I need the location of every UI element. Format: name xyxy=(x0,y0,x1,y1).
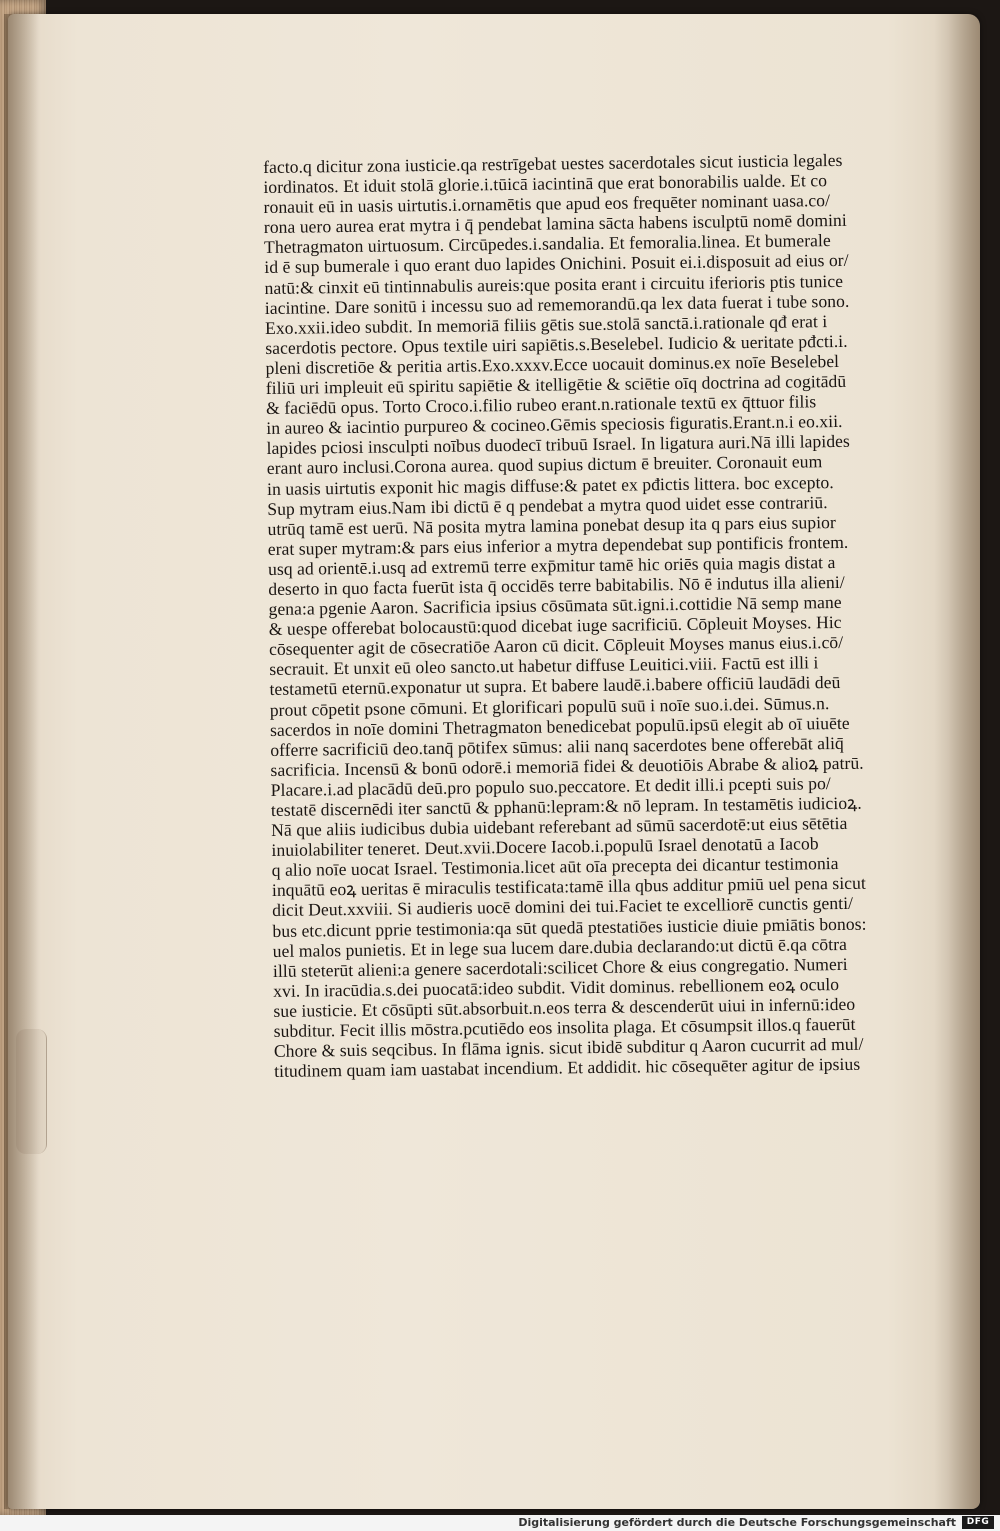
text-line: Sup mytram eius.Nam ibi dictū ē q pendebat a mytra quod uidet esse contrariū. xyxy=(267,491,828,519)
text-line: usq ad orientē.i.usq ad extremū terre exp̄mitur tamē hic oriēs quia magis distat a xyxy=(267,551,836,579)
text-line: gena:a pgenie Aaron. Sacrificia ipsius cōsūmata sūt.igni.i.cottidie Nā semp mane xyxy=(268,592,842,620)
text-line: ronauit eū in uasis uirtutis.i.ornamētis que apud eos frequēter nominant uasa.co/ xyxy=(263,190,831,218)
text-line: inuiolabiliter teneret. Deut.xvii.Docere Iacob.i.populū Israel denotatū a Iacob xyxy=(271,833,819,861)
text-line: Placare.i.ad placādū deū.pro populo suo.peccatore. Et dedit illi.i pcepti suis po/ xyxy=(270,773,831,800)
text-line: id ē sup bumerale i quo erant duo lapides Onichini. Posuit ei.i.disposuit ad eius or/ xyxy=(264,250,849,278)
text-line: & uespe offerebat bolocaustū:quod dicebat iuge sacrificiū. Cōpleuit Moyses. Hic xyxy=(268,612,842,640)
text-line: facto.q dicitur zona iusticie.qa restrīgebat uestes sacerdotales sicut iusticia legales xyxy=(263,149,843,177)
text-line: Thetragmaton uirtuosum. Circūpedes.i.sandalia. Et femoralia.linea. Et bumerale xyxy=(263,230,831,258)
text-line: uel malos punietis. Et in lege sua lucem dare.dubia declarando:ut dictū ē.qa cōtra xyxy=(272,933,848,961)
text-line: prout cōpetit psone cōmuni. Et glorificari populū suū i noīe suo.i.dei. Sūmus.n. xyxy=(269,692,830,720)
text-line: sacerdos in noīe domini Thetragmaton benedicebat populū.ipsū elegit ab oī uiuēte xyxy=(269,712,850,740)
text-line: Nā que aliis iudicibus dubia uidebant referebant ad sūmū sacerdotē:ut eius sētētia xyxy=(271,813,848,841)
text-line: xvi. In iracūdia.s.dei puocatā:ideo subdit. Vidit dominus. rebellionem eoꝝ oculo xyxy=(273,973,840,1001)
text-line: rona uero aurea erat mytra i q̄ pendebat lamina sācta habens isculptū nomē domini xyxy=(263,210,847,238)
text-line: lapides pciosi insculpti noībus duodecī tribuū Israel. In ligatura auri.Nā illi lapides xyxy=(266,431,850,459)
text-line: erant auro inclusi.Corona aurea. quod supius dictum ē breuiter. Coronauit eum xyxy=(266,451,823,479)
text-line: cōsequenter agit de cōsecratiōe Aaron cū dicit. Cōpleuit Moyses manus eius.i.cō/ xyxy=(268,632,844,660)
page-gutter-shadow xyxy=(934,14,980,1509)
text-line: testametū eternū.exponatur ut supra. Et babere laudē.i.babere officiū laudādi deū xyxy=(269,672,841,700)
page-shadow-left xyxy=(4,14,40,1509)
text-line: sue iusticie. Et cōsūpti sūt.absorbuit.n.eos terra & descenderūt uiui in infernū:ideo xyxy=(273,993,856,1021)
text-line: erat super mytram:& pars eius inferior a mytra dependebat sup pontificis frontem. xyxy=(267,531,849,559)
text-line: in uasis uirtutis exponit hic magis diffuse:& patet ex pđictis littera. boc excepto. xyxy=(266,471,834,499)
clip-mark xyxy=(16,1029,47,1154)
text-line: Chore & suis seqcibus. In flāma ignis. sicut ibidē subditur q Aaron cucurrit ad mul/ xyxy=(273,1033,864,1062)
text-line: sacrificia. Incensū & bonū odorē.i memoriā fidei & deuotiōis Abrabe & alioꝝ patrū. xyxy=(270,752,864,780)
text-line: filiū uri impleuit eū spiritu sapiētie & itelligētie & sciētie oīq doctrina ad cogitādū xyxy=(265,370,847,399)
funding-credit: Digitalisierung gefördert durch die Deutsche Forschungsgemeinschaft xyxy=(518,1516,956,1529)
text-line: sacerdotis pectore. Opus textile uiri sapiētis.s.Beselebel. Iudicio & ueritate pđcti.i. xyxy=(265,330,848,358)
text-line: iacintine. Dare sonitū i incessu suo ad rememorandū.qa lex data fuerat i tube sono. xyxy=(264,290,850,318)
text-line: utrūq tamē est uerū. Nā posita mytra lamina ponebat desup ita q pars eius supior xyxy=(267,511,836,539)
text-line: titudinem quam iam uastabat incendium. Et addidit. hic cōsequēter agitur de ipsius xyxy=(274,1053,861,1082)
text-line: inquātū eoꝝ ueritas ē miraculis testificata:tamē illa qbus additur pmiū uel pena sicut xyxy=(271,873,866,901)
text-line: q alio noīe uocat Israel. Testimonia.licet aūt oīa precepta dei dicantur testimonia xyxy=(271,853,839,881)
text-line: subditur. Fecit illis mōstra.pcutiēdo eos insolita plaga. Et cōsumpsit illos.q fauerūt xyxy=(273,1013,856,1041)
text-line: Exo.xxii.ideo subdit. In memoriā filiis gētis sue.stolā sanctā.i.rationale qđ erat i xyxy=(264,310,828,338)
text-line: natū:& cinxit eū tintinnabulis aureis:que posita erant i circuitu iferioris ptis tunice xyxy=(264,270,844,298)
text-line: iordinatos. Et iduit stolā glorie.i.tūicā iacintinā que erat bonorabilis ualde. Et co xyxy=(263,170,828,198)
text-line: bus etc.dicunt pprie testimonia:qa sūt quedā ptestatiōes iusticie diuie pmiātis bonos: xyxy=(272,913,867,941)
incunable-text-block xyxy=(263,149,922,1081)
text-line: deserto in quo facta fuerūt ista q̄ occidēs terre babitabilis. Nō ē indutus illa alieni/ xyxy=(268,571,845,599)
footer-bar xyxy=(0,1515,1000,1531)
text-line: secrauit. Et unxit eū oleo sancto.ut habetur diffuse Leuitici.viii. Factū est illi i xyxy=(269,652,819,680)
text-line: & faciēdū opus. Torto Croco.i.filio rubeo erant.n.rationale textū ex q̄ttuor filis xyxy=(265,391,817,419)
text-line: dicit Deut.xxviii. Si audieris uocē domini dei tui.Faciet te excelliorē cunctis genti/ xyxy=(272,893,854,921)
text-line: offerre sacrificiū deo.tanq̄ pōtifex sūmus: alii nanq sacerdotes bene offerebāt aliq̄ xyxy=(270,732,844,760)
dfg-logo-icon: DFG xyxy=(962,1516,994,1529)
text-line: testatē discernēdi iter sanctū & pphanū:lepram:& nō lepram. In testamētis iudicioꝝ. xyxy=(270,792,862,820)
text-line: pleni discretiōe & peritia artis.Exo.xxxv.Ecce uocauit dominus.ex noīe Beselebel xyxy=(265,350,840,378)
text-line: illū steterūt alieni:a genere sacerdotali:scilicet Chore & eius congregatio. Numeri xyxy=(272,953,848,981)
text-line: in aureo & iacintio purpureo & cocineo.Gēmis speciosis figuratis.Erant.n.i eo.xii. xyxy=(266,411,843,439)
